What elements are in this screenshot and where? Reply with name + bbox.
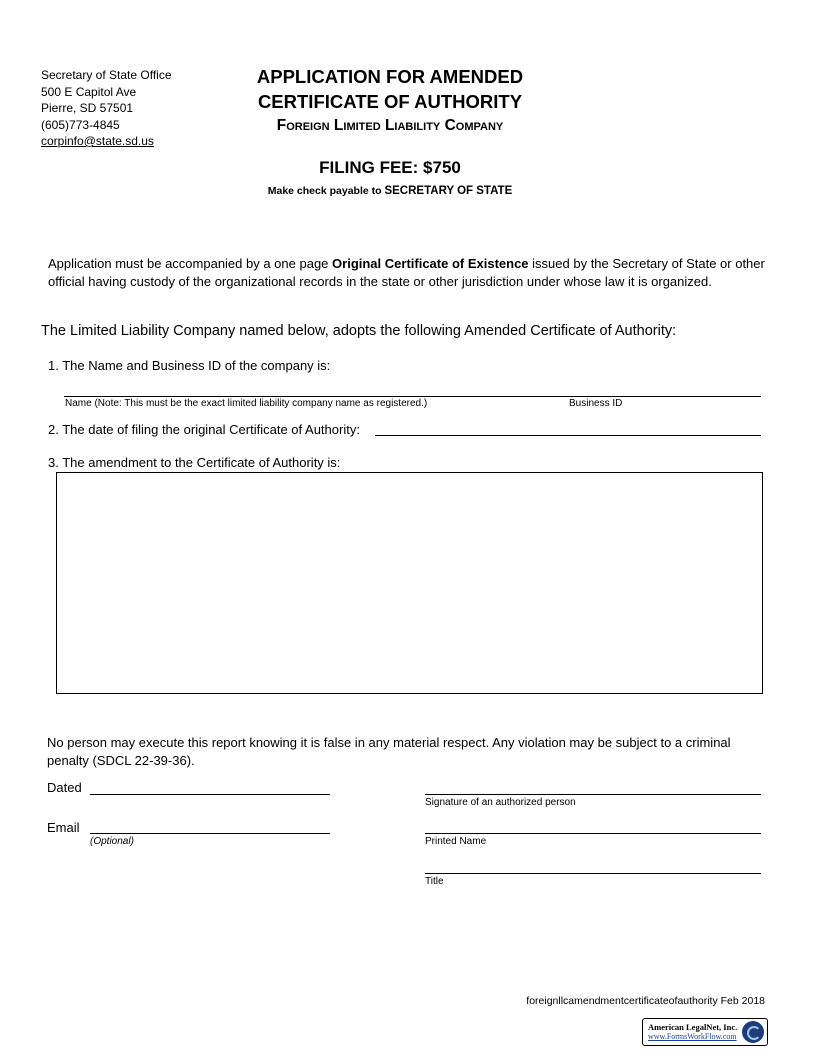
office-name: Secretary of State Office (41, 68, 172, 82)
signature-field[interactable] (425, 794, 761, 795)
american-legalnet-logo[interactable] (642, 1018, 768, 1046)
penalty-warning: No person may execute this report knowing it is false in any material respect. Any violation may be subject to a criminal penalty (SDCL 22-39-36). (47, 735, 731, 768)
title-field[interactable] (425, 873, 761, 874)
dated-label: Dated (47, 780, 82, 795)
payable-note (200, 185, 580, 197)
business-id-label: Business ID (569, 398, 623, 409)
form-identifier: foreignllcamendmentcertificateofauthority Feb 2018 (526, 995, 765, 1007)
office-email-link[interactable]: corpinfo@state.sd.us (41, 134, 154, 148)
logo-company-name: American LegalNet, Inc. (648, 1022, 738, 1032)
amendment-text-box[interactable] (56, 472, 763, 694)
email-field[interactable] (90, 833, 330, 834)
title-label: Title (425, 876, 444, 887)
name-note-label: Name (Note: This must be the exact limited liability company name as registered.) (65, 398, 428, 409)
form-title (200, 64, 580, 138)
item-2-label: 2. The date of filing the original Certificate of Authority: (48, 422, 360, 437)
office-city: Pierre, SD 57501 (41, 101, 134, 115)
email-label: Email (47, 820, 80, 835)
item-3-label: 3. The amendment to the Certificate of Authority is: (48, 455, 341, 470)
dated-field[interactable] (90, 794, 330, 795)
intro-paragraph (48, 255, 768, 291)
item-1-label: 1. The Name and Business ID of the company is: (48, 358, 331, 373)
printed-name-label: Printed Name (425, 836, 487, 847)
company-name-id-field[interactable] (64, 396, 761, 397)
filing-fee-amount: $750 (423, 158, 461, 177)
intro-bold: Original Certificate of Existence (332, 256, 529, 271)
original-filing-date-field[interactable] (375, 435, 761, 436)
office-street: 500 E Capitol Ave (41, 84, 137, 99)
intro-text-after: issued by the Secretary of State or other official having custody of the organizational records in the state or other jurisdiction under whose law it is organized. (48, 256, 765, 289)
title-line-2: CERTIFICATE OF AUTHORITY (257, 91, 523, 112)
title-line-1: APPLICATION FOR AMENDED (256, 66, 524, 87)
email-optional-note: (Optional) (90, 836, 134, 847)
logo-url[interactable]: www.FormsWorkFlow.com (648, 1032, 737, 1041)
printed-name-field[interactable] (425, 833, 761, 834)
adoption-statement: The Limited Liability Company named below, adopts the following Amended Certificate of Authority: (41, 323, 677, 339)
intro-text-before: Application must be accompanied by a one page (48, 256, 333, 271)
office-phone: (605)773-4845 (41, 117, 120, 132)
filing-fee-label: FILING FEE: (319, 158, 419, 177)
logo-emblem-icon (742, 1021, 764, 1043)
payable-prefix: Make check payable to (267, 185, 382, 197)
signature-label: Signature of an authorized person (425, 797, 576, 808)
office-address (41, 67, 172, 150)
payable-to: SECRETARY OF STATE (384, 185, 513, 197)
title-subtitle: Foreign Limited Liability Company (276, 117, 504, 134)
filing-fee (200, 158, 580, 178)
